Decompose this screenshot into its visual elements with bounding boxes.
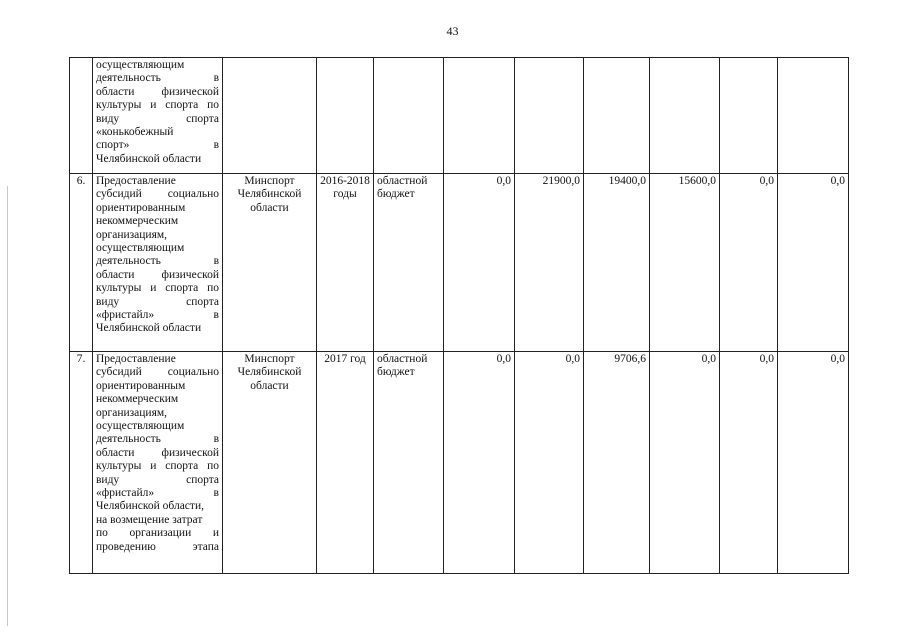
executor-cell: Минспорт Челябинской области xyxy=(223,352,317,574)
value-cell: 0,0 xyxy=(720,174,778,352)
measure-name-line: деятельность в xyxy=(96,433,219,446)
years-cell: 2017 год xyxy=(317,352,374,574)
measure-name xyxy=(93,58,223,174)
measure-name-line: виду спорта xyxy=(96,473,219,486)
measure-name-line: культуры и спорта по xyxy=(96,282,219,295)
measure-name-line: Челябинской области xyxy=(96,322,202,335)
measure-name-line: «фристайл» в xyxy=(96,487,219,500)
measure-name-line: организациям, xyxy=(96,228,168,241)
measure-name-line: деятельность в xyxy=(96,255,219,268)
measure-name-line: некоммерческим xyxy=(96,215,179,228)
measure-name xyxy=(93,352,223,574)
years-cell: 2016-2018 годы xyxy=(317,174,374,352)
margin-line xyxy=(7,186,8,626)
measure-name-line: субсидий социально xyxy=(96,188,219,201)
measure-name-line: спорт» в xyxy=(96,139,219,152)
measure-name-line: культуры и спорта по xyxy=(96,99,219,112)
measure-name-line: субсидий социально xyxy=(96,366,219,379)
value-cell: 21900,0 xyxy=(515,174,584,352)
measure-name-line: «конькобежный xyxy=(96,126,174,139)
measure-name-line: некоммерческим xyxy=(96,393,179,406)
value-cell xyxy=(515,58,584,174)
measure-name-line: осуществляющим xyxy=(96,59,185,71)
source-cell: областной бюджет xyxy=(374,174,444,352)
value-cell: 0,0 xyxy=(778,352,849,574)
row-number xyxy=(70,58,93,174)
measure-name-line: проведению этапа xyxy=(96,540,219,553)
measure-name-line: на возмещение затрат xyxy=(96,513,203,526)
value-cell: 0,0 xyxy=(444,174,515,352)
value-cell xyxy=(650,58,720,174)
table-row xyxy=(70,352,849,574)
value-cell: 0,0 xyxy=(720,352,778,574)
measure-name-line: виду спорта xyxy=(96,295,219,308)
value-cell xyxy=(720,58,778,174)
measure-name-line: виду спорта xyxy=(96,112,219,125)
measure-name-line: по организации и xyxy=(96,527,219,540)
value-cell xyxy=(444,58,515,174)
value-cell xyxy=(778,58,849,174)
table-row xyxy=(70,174,849,352)
budget-table xyxy=(69,57,849,574)
years-cell xyxy=(317,58,374,174)
measure-name-line: ориентированным xyxy=(96,201,186,214)
value-cell: 19400,0 xyxy=(584,174,650,352)
source-cell: областной бюджет xyxy=(374,352,444,574)
executor-cell xyxy=(223,58,317,174)
measure-name-line: Челябинской области, xyxy=(96,500,204,513)
table-row xyxy=(70,58,849,174)
page-number: 43 xyxy=(446,24,459,38)
executor-cell: Минспорт Челябинской области xyxy=(223,174,317,352)
value-cell: 0,0 xyxy=(778,174,849,352)
value-cell: 9706,6 xyxy=(584,352,650,574)
value-cell: 0,0 xyxy=(444,352,515,574)
measure-name xyxy=(93,174,223,352)
value-cell xyxy=(584,58,650,174)
row-number: 7. xyxy=(70,352,93,574)
measure-name-line: области физической xyxy=(96,446,219,459)
row-number: 6. xyxy=(70,174,93,352)
value-cell: 15600,0 xyxy=(650,174,720,352)
value-cell: 0,0 xyxy=(650,352,720,574)
measure-name-line: Предоставление xyxy=(96,353,176,365)
measure-name-line: ориентированным xyxy=(96,379,186,392)
measure-name-line: Челябинской области xyxy=(96,152,202,165)
measure-name-line: культуры и спорта по xyxy=(96,460,219,473)
measure-name-line: организациям, xyxy=(96,406,168,419)
measure-name-line: деятельность в xyxy=(96,72,219,85)
measure-name-line: области физической xyxy=(96,85,219,98)
measure-name-line: осуществляющим xyxy=(96,420,185,433)
measure-name-line: области физической xyxy=(96,268,219,281)
measure-name-line: «фристайл» в xyxy=(96,309,219,322)
measure-name-line: Предоставление xyxy=(96,175,176,187)
value-cell: 0,0 xyxy=(515,352,584,574)
source-cell xyxy=(374,58,444,174)
measure-name-line: осуществляющим xyxy=(96,242,185,255)
